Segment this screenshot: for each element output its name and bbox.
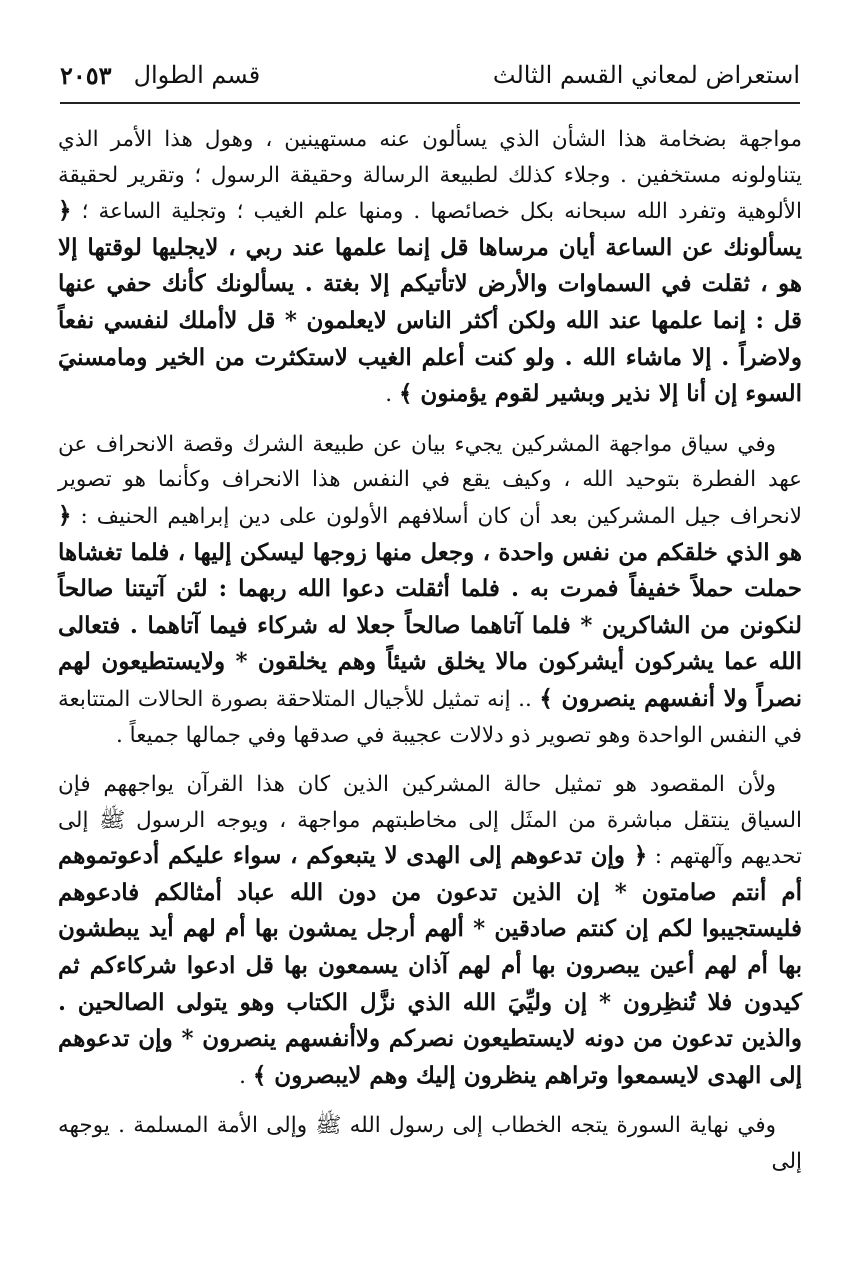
quran-quote: ﴿ هو الذي خلقكم من نفس واحدة ، وجعل منها زوجها ليسكن إليها ، فلما تغشاها حملت حملاً خفيفاً فمرت به . فلما أثقلت دعوا الله ربهما : لئن آتيتنا صالحاً لنكونن من الشاكرين * فلما آتاهما صالحاً جعلا له شركاء فيما آتاهما . فتعالى الله عما يشركون أيشركون مالا يخلق شيئاً وهم يخلقون * ولايستطيعون لهم نصراً ولا أنفسهم ينصرون ﴾ [58, 501, 802, 712]
page-body [58, 122, 802, 1194]
paragraph [58, 122, 802, 413]
header-rule [60, 102, 800, 104]
body-text: . [239, 1063, 253, 1089]
body-text: .. إنه تمثيل للأجيال المتلاحقة بصورة الحالات المتتابعة في النفس الواحدة وهو تصوير ذو دلالات عجيبة في صدقها وفي جمالها جميعاً . [58, 686, 802, 748]
header-left-group [60, 61, 260, 90]
body-text: وفي نهاية السورة يتجه الخطاب إلى رسول الله ﷺ وإلى الأمة المسلمة . يوجهه إلى [58, 1113, 802, 1175]
paragraph [58, 1108, 802, 1179]
page-number: ٢٠٥٣ [60, 60, 112, 90]
quran-quote: ﴿ يسألونك عن الساعة أيان مرساها قل إنما علمها عند ربي ، لايجليها لوقتها إلا هو ، ثقلت في السماوات والأرض لاتأتيكم إلا بغتة . يسألونك كأنك حفي عنها قل : إنما علمها عند الله ولكن أكثر الناس لايعلمون * قل لاأملك لنفسي نفعاً ولاضراً . إلا ماشاء الله . ولو كنت أعلم الغيب لاستكثرت من الخير ومامسنيَ السوء إن أنا إلا نذير وبشير لقوم يؤمنون ﴾ [58, 197, 802, 408]
page-header [60, 52, 800, 98]
paragraph [58, 767, 802, 1094]
paragraph [58, 427, 802, 753]
section-name: قسم الطوال [133, 61, 261, 89]
body-text: . [385, 382, 399, 408]
quran-quote: ﴿ وإن تدعوهم إلى الهدى لا يتبعوكم ، سواء عليكم أدعوتموهم أم أنتم صامتون * إن الذين تدعون من دون الله عباد أمثالكم فادعوهم فليستجيبوا لكم إن كنتم صادقين * ألهم أرجل يمشون بها أم لهم أيد يبطشون بها أم لهم أعين يبصرون بها أم لهم آذان يسمعون بها قل ادعوا شركاءكم ثم كيدون فلا تُنظِرون * إن وليِّيَ الله الذي نزَّل الكتاب وهو يتولى الصالحين . والذين تدعون من دونه لايستطيعون نصركم ولاأنفسهم ينصرون * وإن تدعوهم إلى الهدى لايسمعوا وتراهم ينظرون إليك وهم لايبصرون ﴾ [58, 842, 802, 1089]
running-title: استعراض لمعاني القسم الثالث [492, 61, 800, 89]
body-text: ولأن المقصود هو تمثيل حالة المشركين الذين كان هذا القرآن يواجههم فإن السياق ينتقل مباشرة من المثَل إلى مخاطبتهم مواجهة ، ويوجه الرسول ﷺ إلى تحديهم وآلهتهم : [58, 772, 802, 870]
body-text: مواجهة بضخامة هذا الشأن الذي يسألون عنه مستهينين ، وهول هذا الأمر الذي يتناولونه مستخفين . وجلاء كذلك لطبيعة الرسالة وحقيقة الرسول ؛ وتقرير لحقيقة الألوهية وتفرد الله سبحانه بكل خصائصها . ومنها علم الغيب ؛ وتجلية الساعة ؛ [58, 127, 802, 225]
body-text: وفي سياق مواجهة المشركين يجيء بيان عن طبيعة الشرك وقصة الانحراف عن عهد الفطرة بتوحيد الله ، وكيف يقع في النفس هذا الانحراف وكأنما هو تصوير لانحراف جيل المشركين بعد أن كان أسلافهم الأولون على دين إبراهيم الحنيف : [58, 431, 803, 529]
